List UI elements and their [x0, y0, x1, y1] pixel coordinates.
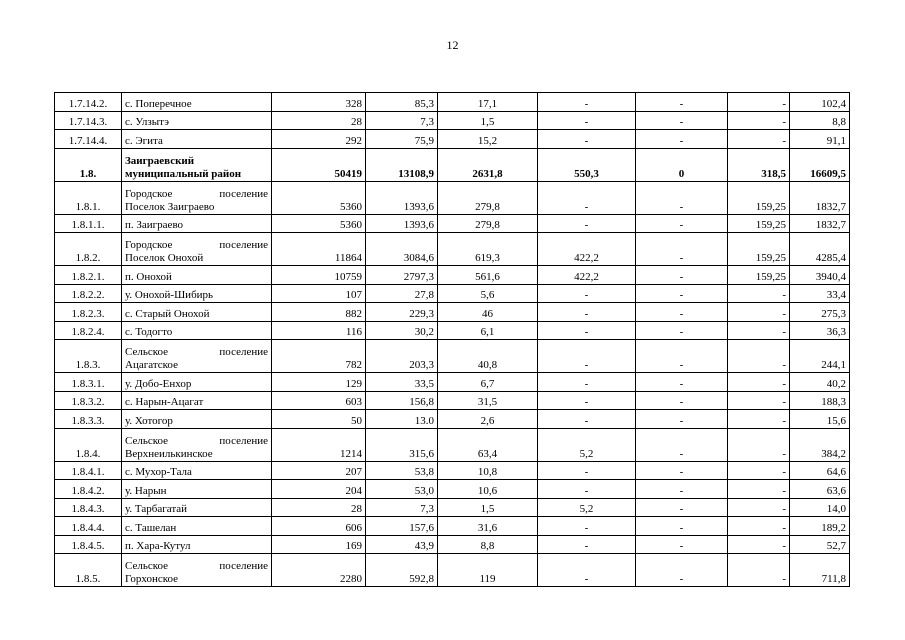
table-row	[55, 554, 850, 587]
page-number: 12	[446, 38, 459, 52]
row-name	[122, 266, 272, 285]
row-value-2: 156,8	[366, 391, 438, 410]
row-value-4: -	[538, 517, 636, 536]
row-name	[122, 181, 272, 214]
row-value-3: 5,6	[438, 284, 538, 303]
row-value-2: 53,0	[366, 480, 438, 499]
row-value-6: 159,25	[728, 266, 790, 285]
row-value-3: 279,8	[438, 214, 538, 233]
row-value-6: -	[728, 535, 790, 554]
row-value-1: 50	[272, 410, 366, 429]
row-value-4: -	[538, 93, 636, 112]
row-value-5: -	[636, 266, 728, 285]
row-value-5: -	[636, 233, 728, 266]
row-name-line: с. Поперечное	[125, 97, 192, 110]
table-row	[55, 214, 850, 233]
row-value-4: -	[538, 340, 636, 373]
row-code: 1.7.14.4.	[55, 130, 122, 149]
row-name	[122, 340, 272, 373]
row-value-1: 328	[272, 93, 366, 112]
data-table	[54, 92, 850, 587]
row-value-6: -	[728, 391, 790, 410]
row-name	[122, 410, 272, 429]
row-name-line: Поселок Заиграево	[125, 200, 215, 213]
row-value-3: 15,2	[438, 130, 538, 149]
row-code: 1.8.1.	[55, 181, 122, 214]
row-value-2: 203,3	[366, 340, 438, 373]
row-value-1: 28	[272, 498, 366, 517]
row-value-6: -	[728, 321, 790, 340]
row-value-4: -	[538, 391, 636, 410]
row-value-7: 33,4	[790, 284, 850, 303]
row-name	[122, 373, 272, 392]
row-value-6: -	[728, 303, 790, 322]
row-value-5: -	[636, 554, 728, 587]
row-value-1: 169	[272, 535, 366, 554]
row-value-7: 36,3	[790, 321, 850, 340]
row-name-line: Верхнеилькинское	[125, 447, 213, 460]
row-value-1: 11864	[272, 233, 366, 266]
table-row	[55, 93, 850, 112]
row-value-4: -	[538, 321, 636, 340]
table-row	[55, 266, 850, 285]
row-value-1: 10759	[272, 266, 366, 285]
row-value-6: -	[728, 111, 790, 130]
row-value-7: 275,3	[790, 303, 850, 322]
row-value-7: 1832,7	[790, 214, 850, 233]
row-value-2: 229,3	[366, 303, 438, 322]
row-name	[122, 391, 272, 410]
row-value-3: 619,3	[438, 233, 538, 266]
row-code: 1.8.5.	[55, 554, 122, 587]
row-value-3: 279,8	[438, 181, 538, 214]
row-value-2: 315,6	[366, 428, 438, 461]
row-value-4: 550,3	[538, 148, 636, 181]
row-name	[122, 284, 272, 303]
row-name	[122, 461, 272, 480]
table-body	[55, 93, 850, 587]
row-value-6: -	[728, 554, 790, 587]
row-value-3: 119	[438, 554, 538, 587]
row-name-line: с. Ташелан	[125, 521, 177, 534]
row-code: 1.8.4.	[55, 428, 122, 461]
row-value-3: 6,7	[438, 373, 538, 392]
row-value-3: 10,6	[438, 480, 538, 499]
row-code: 1.8.4.4.	[55, 517, 122, 536]
row-value-2: 2797,3	[366, 266, 438, 285]
row-value-4: -	[538, 181, 636, 214]
row-value-2: 75,9	[366, 130, 438, 149]
row-code: 1.7.14.3.	[55, 111, 122, 130]
row-value-7: 384,2	[790, 428, 850, 461]
row-value-1: 5360	[272, 214, 366, 233]
row-value-6: -	[728, 340, 790, 373]
row-value-4: -	[538, 111, 636, 130]
row-value-6: 318,5	[728, 148, 790, 181]
row-value-3: 31,5	[438, 391, 538, 410]
row-name	[122, 233, 272, 266]
row-name-line: у. Добо-Енхор	[125, 377, 192, 390]
row-value-4: -	[538, 554, 636, 587]
row-value-5: -	[636, 373, 728, 392]
row-value-3: 10,8	[438, 461, 538, 480]
table-row	[55, 130, 850, 149]
row-value-1: 603	[272, 391, 366, 410]
row-name-line: с. Улзытэ	[125, 116, 169, 128]
row-value-6: -	[728, 428, 790, 461]
row-value-1: 1214	[272, 428, 366, 461]
row-value-7: 91,1	[790, 130, 850, 149]
row-value-3: 1,5	[438, 498, 538, 517]
row-name	[122, 303, 272, 322]
row-value-6: -	[728, 93, 790, 112]
row-value-6: -	[728, 284, 790, 303]
row-name-line: Сельское поселение	[125, 560, 268, 572]
row-value-2: 3084,6	[366, 233, 438, 266]
row-value-2: 157,6	[366, 517, 438, 536]
row-name-line: у. Хотогор	[125, 414, 173, 427]
row-value-3: 17,1	[438, 93, 538, 112]
row-value-1: 882	[272, 303, 366, 322]
row-value-4: -	[538, 214, 636, 233]
row-value-1: 28	[272, 111, 366, 130]
row-value-4: -	[538, 480, 636, 499]
row-value-7: 40,2	[790, 373, 850, 392]
row-name-line: Городское поселение	[125, 239, 268, 251]
row-code: 1.8.2.1.	[55, 266, 122, 285]
table-row	[55, 410, 850, 429]
row-value-4: -	[538, 130, 636, 149]
row-value-2: 13.0	[366, 410, 438, 429]
row-name-line: муниципальный район	[125, 167, 242, 180]
row-name	[122, 130, 272, 149]
row-value-7: 14,0	[790, 498, 850, 517]
row-value-1: 116	[272, 321, 366, 340]
row-code: 1.8.1.1.	[55, 214, 122, 233]
row-value-5: 0	[636, 148, 728, 181]
table-row	[55, 303, 850, 322]
row-name	[122, 498, 272, 517]
row-value-3: 46	[438, 303, 538, 322]
row-value-3: 2631,8	[438, 148, 538, 181]
row-value-3: 1,5	[438, 111, 538, 130]
row-name-line: Поселок Онохой	[125, 252, 204, 264]
row-value-2: 1393,6	[366, 181, 438, 214]
row-value-2: 592,8	[366, 554, 438, 587]
row-value-5: -	[636, 340, 728, 373]
row-name	[122, 321, 272, 340]
row-value-3: 8,8	[438, 535, 538, 554]
row-value-1: 204	[272, 480, 366, 499]
row-value-3: 2,6	[438, 410, 538, 429]
table-row	[55, 391, 850, 410]
row-value-5: -	[636, 181, 728, 214]
row-name	[122, 554, 272, 587]
row-name-line: Сельское поселение	[125, 434, 268, 447]
row-value-7: 3940,4	[790, 266, 850, 285]
row-value-6: -	[728, 130, 790, 149]
row-value-6: -	[728, 410, 790, 429]
row-value-3: 40,8	[438, 340, 538, 373]
row-name	[122, 111, 272, 130]
row-name-line: Ацагатское	[125, 359, 178, 371]
row-value-2: 7,3	[366, 111, 438, 130]
row-name-line: с. Тодогто	[125, 326, 173, 338]
row-value-6: -	[728, 517, 790, 536]
row-value-2: 30,2	[366, 321, 438, 340]
row-value-4: -	[538, 535, 636, 554]
row-name-line: п. Онохой	[125, 270, 172, 283]
row-value-5: -	[636, 303, 728, 322]
row-value-1: 207	[272, 461, 366, 480]
row-value-2: 27,8	[366, 284, 438, 303]
row-value-4: -	[538, 373, 636, 392]
row-value-7: 4285,4	[790, 233, 850, 266]
row-value-6: 159,25	[728, 181, 790, 214]
row-value-4: 5,2	[538, 498, 636, 517]
row-value-2: 33,5	[366, 373, 438, 392]
row-value-4: -	[538, 284, 636, 303]
row-value-2: 43,9	[366, 535, 438, 554]
row-name	[122, 93, 272, 112]
row-name	[122, 517, 272, 536]
row-value-1: 129	[272, 373, 366, 392]
row-value-4: 422,2	[538, 233, 636, 266]
row-value-2: 85,3	[366, 93, 438, 112]
row-value-7: 1832,7	[790, 181, 850, 214]
row-value-5: -	[636, 284, 728, 303]
row-value-1: 782	[272, 340, 366, 373]
table-row	[55, 148, 850, 181]
row-name-line: п. Заиграево	[125, 219, 184, 231]
row-code: 1.8.2.2.	[55, 284, 122, 303]
row-value-7: 244,1	[790, 340, 850, 373]
table-row	[55, 181, 850, 214]
row-value-7: 188,3	[790, 391, 850, 410]
row-name-line: с. Эгита	[125, 134, 163, 147]
row-value-6: -	[728, 461, 790, 480]
table-row	[55, 233, 850, 266]
row-code: 1.8.4.2.	[55, 480, 122, 499]
row-value-6: -	[728, 498, 790, 517]
row-value-5: -	[636, 535, 728, 554]
row-value-7: 15,6	[790, 410, 850, 429]
row-value-5: -	[636, 461, 728, 480]
row-value-1: 606	[272, 517, 366, 536]
row-value-7: 64,6	[790, 461, 850, 480]
row-name-line: Сельское поселение	[125, 346, 268, 358]
row-value-3: 6,1	[438, 321, 538, 340]
row-value-5: -	[636, 111, 728, 130]
row-value-1: 107	[272, 284, 366, 303]
row-value-1: 5360	[272, 181, 366, 214]
row-value-4: -	[538, 410, 636, 429]
row-value-5: -	[636, 130, 728, 149]
row-code: 1.7.14.2.	[55, 93, 122, 112]
table-row	[55, 535, 850, 554]
table-row	[55, 498, 850, 517]
row-name	[122, 148, 272, 181]
table-row	[55, 321, 850, 340]
table-row	[55, 111, 850, 130]
table-row	[55, 480, 850, 499]
row-value-7: 189,2	[790, 517, 850, 536]
row-value-3: 31,6	[438, 517, 538, 536]
row-name-line: с. Мухор-Тала	[125, 466, 192, 478]
row-value-4: -	[538, 461, 636, 480]
table-row	[55, 284, 850, 303]
row-code: 1.8.2.3.	[55, 303, 122, 322]
table-row	[55, 461, 850, 480]
row-value-4: 422,2	[538, 266, 636, 285]
row-name-line: с. Старый Онохой	[125, 307, 210, 320]
row-value-6: 159,25	[728, 214, 790, 233]
row-value-1: 2280	[272, 554, 366, 587]
row-value-2: 1393,6	[366, 214, 438, 233]
row-code: 1.8.2.	[55, 233, 122, 266]
table-row	[55, 428, 850, 461]
row-value-1: 292	[272, 130, 366, 149]
row-value-4: -	[538, 303, 636, 322]
row-name	[122, 214, 272, 233]
row-name	[122, 428, 272, 461]
row-name-line: у. Тарбагатай	[125, 503, 188, 515]
row-value-3: 63,4	[438, 428, 538, 461]
row-value-7: 63,6	[790, 480, 850, 499]
row-code: 1.8.4.5.	[55, 535, 122, 554]
row-name-line: п. Хара-Кутул	[125, 540, 191, 552]
row-value-7: 16609,5	[790, 148, 850, 181]
row-code: 1.8.3.	[55, 340, 122, 373]
row-value-3: 561,6	[438, 266, 538, 285]
row-value-5: -	[636, 498, 728, 517]
row-value-2: 13108,9	[366, 148, 438, 181]
row-value-5: -	[636, 391, 728, 410]
row-value-2: 7,3	[366, 498, 438, 517]
row-value-5: -	[636, 517, 728, 536]
row-code: 1.8.3.1.	[55, 373, 122, 392]
row-name-line: Горхонское	[125, 573, 179, 585]
row-value-5: -	[636, 321, 728, 340]
row-value-4: 5,2	[538, 428, 636, 461]
row-value-7: 102,4	[790, 93, 850, 112]
row-value-5: -	[636, 428, 728, 461]
row-code: 1.8.3.3.	[55, 410, 122, 429]
table-row	[55, 340, 850, 373]
row-value-2: 53,8	[366, 461, 438, 480]
row-value-1: 50419	[272, 148, 366, 181]
row-name-line: с. Нарын-Ацагат	[125, 396, 204, 408]
row-value-7: 52,7	[790, 535, 850, 554]
row-name	[122, 535, 272, 554]
row-value-7: 711,8	[790, 554, 850, 587]
row-value-6: 159,25	[728, 233, 790, 266]
row-name	[122, 480, 272, 499]
row-code: 1.8.3.2.	[55, 391, 122, 410]
row-code: 1.8.	[55, 148, 122, 181]
row-code: 1.8.2.4.	[55, 321, 122, 340]
row-name-line: у. Нарын	[125, 484, 167, 497]
row-name-line: Городское поселение	[125, 187, 268, 200]
row-value-5: -	[636, 480, 728, 499]
row-name-line: у. Онохой-Шибирь	[125, 289, 214, 301]
row-value-6: -	[728, 373, 790, 392]
row-name-line: Заиграевский	[125, 154, 195, 167]
row-value-6: -	[728, 480, 790, 499]
table-row	[55, 517, 850, 536]
row-code: 1.8.4.3.	[55, 498, 122, 517]
row-value-5: -	[636, 410, 728, 429]
row-value-5: -	[636, 214, 728, 233]
table-row	[55, 373, 850, 392]
row-code: 1.8.4.1.	[55, 461, 122, 480]
row-value-7: 8,8	[790, 111, 850, 130]
row-value-5: -	[636, 93, 728, 112]
